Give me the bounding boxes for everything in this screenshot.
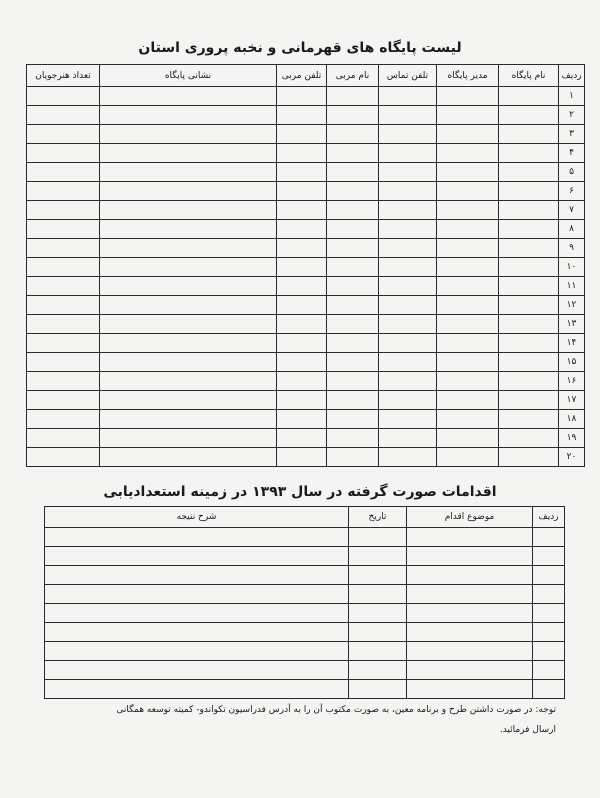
table-cell[interactable] <box>100 201 277 220</box>
table-cell[interactable] <box>379 239 437 258</box>
table-cell[interactable] <box>379 353 437 372</box>
table-cell[interactable] <box>533 642 565 661</box>
table-cell[interactable] <box>277 334 327 353</box>
table-cell[interactable] <box>277 391 327 410</box>
table-cell[interactable] <box>327 410 379 429</box>
table-cell[interactable] <box>499 391 559 410</box>
table-cell[interactable] <box>379 372 437 391</box>
table-cell[interactable] <box>437 315 499 334</box>
table2-title: اقدامات صورت گرفته در سال ۱۳۹۳ در زمینه استعدادیابی <box>103 484 497 500</box>
table-cell[interactable] <box>277 239 327 258</box>
table-cell[interactable] <box>379 277 437 296</box>
table-cell[interactable] <box>327 448 379 467</box>
table-cell[interactable] <box>407 661 533 680</box>
table-cell[interactable] <box>45 680 349 699</box>
table-cell[interactable] <box>327 258 379 277</box>
table-cell[interactable] <box>437 87 499 106</box>
table1-header: ردیف <box>559 65 585 87</box>
row-number: ۱۰ <box>559 258 585 277</box>
table-cell[interactable] <box>100 372 277 391</box>
table-cell[interactable] <box>349 680 407 699</box>
table-cell[interactable] <box>27 125 100 144</box>
table1-title: لیست پایگاه های قهرمانی و نخبه پروری استان <box>138 40 462 56</box>
table-cell[interactable] <box>379 258 437 277</box>
table-cell[interactable] <box>407 547 533 566</box>
row-number: ۱۹ <box>559 429 585 448</box>
table-row <box>27 239 585 258</box>
table-cell[interactable] <box>379 144 437 163</box>
table-cell[interactable] <box>407 623 533 642</box>
table-cell[interactable] <box>437 429 499 448</box>
table-cell[interactable] <box>533 604 565 623</box>
row-number: ۱۵ <box>559 353 585 372</box>
table-cell[interactable] <box>277 315 327 334</box>
table-cell[interactable] <box>100 258 277 277</box>
table-row <box>27 163 585 182</box>
table-cell[interactable] <box>27 391 100 410</box>
row-number: ۱۷ <box>559 391 585 410</box>
table-cell[interactable] <box>277 258 327 277</box>
table-cell[interactable] <box>407 604 533 623</box>
table-cell[interactable] <box>277 448 327 467</box>
table-cell[interactable] <box>437 334 499 353</box>
table-cell[interactable] <box>437 106 499 125</box>
table-cell[interactable] <box>45 642 349 661</box>
table-row <box>45 661 565 680</box>
table-cell[interactable] <box>499 429 559 448</box>
table-cell[interactable] <box>327 391 379 410</box>
table-cell[interactable] <box>349 547 407 566</box>
table-cell[interactable] <box>437 125 499 144</box>
table-cell[interactable] <box>45 604 349 623</box>
table-cell[interactable] <box>27 277 100 296</box>
table-cell[interactable] <box>327 334 379 353</box>
row-number: ۱۶ <box>559 372 585 391</box>
table-row <box>27 182 585 201</box>
table-cell[interactable] <box>100 277 277 296</box>
table-cell[interactable] <box>27 106 100 125</box>
table-cell[interactable] <box>379 410 437 429</box>
table-row <box>27 144 585 163</box>
table-row <box>45 547 565 566</box>
table-row <box>27 429 585 448</box>
table-cell[interactable] <box>327 106 379 125</box>
row-number: ۹ <box>559 239 585 258</box>
table-cell[interactable] <box>379 220 437 239</box>
table-cell[interactable] <box>379 106 437 125</box>
table-cell[interactable] <box>407 585 533 604</box>
table-cell[interactable] <box>327 182 379 201</box>
table-cell[interactable] <box>100 239 277 258</box>
table-cell[interactable] <box>437 410 499 429</box>
table-cell[interactable] <box>437 201 499 220</box>
table-row <box>27 125 585 144</box>
note-line-1: توجه: در صورت داشتن طرح و برنامه معین، به صورت مکتوب آن را به آدرس فدراسیون تکواندو- کمیته توسعه همگانی <box>116 705 556 715</box>
table-row <box>27 106 585 125</box>
table-cell[interactable] <box>437 372 499 391</box>
table2-header: تاریخ <box>349 507 407 528</box>
table-cell[interactable] <box>349 585 407 604</box>
table1-header: نشانی پایگاه <box>100 65 277 87</box>
table-cell[interactable] <box>437 258 499 277</box>
table-cell[interactable] <box>437 296 499 315</box>
table-cell[interactable] <box>499 296 559 315</box>
table-cell[interactable] <box>499 410 559 429</box>
table-cell[interactable] <box>327 353 379 372</box>
table-cell[interactable] <box>499 125 559 144</box>
table-cell[interactable] <box>379 163 437 182</box>
table-cell[interactable] <box>349 642 407 661</box>
table-cell[interactable] <box>277 87 327 106</box>
table-cell[interactable] <box>407 642 533 661</box>
table-cell[interactable] <box>100 296 277 315</box>
table2-header: ردیف <box>533 507 565 528</box>
table-row <box>27 258 585 277</box>
row-number: ۷ <box>559 201 585 220</box>
table-cell[interactable] <box>100 391 277 410</box>
table-cell[interactable] <box>100 448 277 467</box>
table-cell[interactable] <box>379 315 437 334</box>
table-row <box>27 277 585 296</box>
table-cell[interactable] <box>437 448 499 467</box>
table-row <box>27 410 585 429</box>
table-cell[interactable] <box>379 391 437 410</box>
table-cell[interactable] <box>499 372 559 391</box>
table-cell[interactable] <box>27 315 100 334</box>
table-cell[interactable] <box>407 680 533 699</box>
row-number: ۳ <box>559 125 585 144</box>
table-cell[interactable] <box>327 277 379 296</box>
table-cell[interactable] <box>379 182 437 201</box>
table-cell[interactable] <box>327 125 379 144</box>
table-cell[interactable] <box>277 182 327 201</box>
table-cell[interactable] <box>100 163 277 182</box>
table-cell[interactable] <box>100 125 277 144</box>
table-cell[interactable] <box>379 334 437 353</box>
table-cell[interactable] <box>45 661 349 680</box>
table-cell[interactable] <box>100 144 277 163</box>
row-number: ۱۲ <box>559 296 585 315</box>
table-cell[interactable] <box>100 87 277 106</box>
table-cell[interactable] <box>27 372 100 391</box>
table-cell[interactable] <box>27 220 100 239</box>
table-cell[interactable] <box>499 87 559 106</box>
table-cell[interactable] <box>45 528 349 547</box>
table-cell[interactable] <box>277 296 327 315</box>
table-row <box>27 372 585 391</box>
table-cell[interactable] <box>499 144 559 163</box>
table-cell[interactable] <box>277 410 327 429</box>
table-cell[interactable] <box>100 182 277 201</box>
note-text <box>36 700 556 740</box>
table-cell[interactable] <box>533 528 565 547</box>
table1-header: نام مربی <box>327 65 379 87</box>
table-cell[interactable] <box>533 680 565 699</box>
table-cell[interactable] <box>437 163 499 182</box>
table-row <box>27 334 585 353</box>
row-number: ۲ <box>559 106 585 125</box>
table-cell[interactable] <box>379 296 437 315</box>
table-row <box>45 680 565 699</box>
row-number: ۱۸ <box>559 410 585 429</box>
table-cell[interactable] <box>327 372 379 391</box>
row-number: ۶ <box>559 182 585 201</box>
table-cell[interactable] <box>499 334 559 353</box>
table-row <box>45 642 565 661</box>
table2-header: شرح نتیجه <box>45 507 349 528</box>
table1-header: تعداد هنرجویان <box>27 65 100 87</box>
row-number: ۴ <box>559 144 585 163</box>
table-cell[interactable] <box>533 566 565 585</box>
table-cell[interactable] <box>100 220 277 239</box>
table-cell[interactable] <box>499 163 559 182</box>
table-cell[interactable] <box>349 661 407 680</box>
table-cell[interactable] <box>349 566 407 585</box>
table-cell[interactable] <box>327 429 379 448</box>
table-cell[interactable] <box>437 353 499 372</box>
table-cell[interactable] <box>437 182 499 201</box>
table-cell[interactable] <box>45 547 349 566</box>
table-cell[interactable] <box>100 106 277 125</box>
table-row <box>45 623 565 642</box>
table-cell[interactable] <box>277 106 327 125</box>
table-cell[interactable] <box>277 125 327 144</box>
table-cell[interactable] <box>349 528 407 547</box>
table-cell[interactable] <box>277 372 327 391</box>
table-row <box>27 220 585 239</box>
row-number: ۱۳ <box>559 315 585 334</box>
table-cell[interactable] <box>379 201 437 220</box>
table-cell[interactable] <box>27 429 100 448</box>
table-cell[interactable] <box>499 315 559 334</box>
row-number: ۲۰ <box>559 448 585 467</box>
table-cell[interactable] <box>499 201 559 220</box>
table-row <box>27 296 585 315</box>
row-number: ۸ <box>559 220 585 239</box>
table-cell[interactable] <box>100 334 277 353</box>
table-cell[interactable] <box>533 623 565 642</box>
table-cell[interactable] <box>27 410 100 429</box>
table-cell[interactable] <box>379 448 437 467</box>
row-number: ۱ <box>559 87 585 106</box>
table-row <box>45 566 565 585</box>
table-cell[interactable] <box>437 391 499 410</box>
table-cell[interactable] <box>437 144 499 163</box>
table-cell[interactable] <box>277 277 327 296</box>
table1-header: نام پایگاه <box>499 65 559 87</box>
table-cell[interactable] <box>327 144 379 163</box>
table-cell[interactable] <box>407 566 533 585</box>
table-row <box>45 604 565 623</box>
table-row <box>27 87 585 106</box>
table-cell[interactable] <box>27 239 100 258</box>
table-cell[interactable] <box>27 201 100 220</box>
table-cell[interactable] <box>499 353 559 372</box>
table-cell[interactable] <box>327 201 379 220</box>
table-cell[interactable] <box>27 296 100 315</box>
table-cell[interactable] <box>327 315 379 334</box>
note-line-2: ارسال فرمائید. <box>499 725 556 735</box>
table1-header: تلفن تماس <box>379 65 437 87</box>
table-cell[interactable] <box>327 296 379 315</box>
table-row <box>45 585 565 604</box>
table-cell[interactable] <box>277 201 327 220</box>
table-row <box>27 391 585 410</box>
table-cell[interactable] <box>45 566 349 585</box>
table-cell[interactable] <box>499 182 559 201</box>
row-number: ۵ <box>559 163 585 182</box>
table-cell[interactable] <box>327 163 379 182</box>
table-cell[interactable] <box>379 87 437 106</box>
table-cell[interactable] <box>327 87 379 106</box>
table-cell[interactable] <box>327 239 379 258</box>
table-row <box>27 201 585 220</box>
table-cell[interactable] <box>407 528 533 547</box>
table-cell[interactable] <box>45 585 349 604</box>
table-cell[interactable] <box>379 429 437 448</box>
table-cell[interactable] <box>27 182 100 201</box>
table-cell[interactable] <box>499 448 559 467</box>
table-cell[interactable] <box>499 220 559 239</box>
table-cell[interactable] <box>45 623 349 642</box>
actions-table <box>44 506 565 699</box>
table-cell[interactable] <box>437 239 499 258</box>
table-cell[interactable] <box>437 220 499 239</box>
table-cell[interactable] <box>437 277 499 296</box>
table-cell[interactable] <box>499 239 559 258</box>
table2-header: موضوع اقدام <box>407 507 533 528</box>
table-cell[interactable] <box>27 258 100 277</box>
table-cell[interactable] <box>27 144 100 163</box>
table-cell[interactable] <box>277 429 327 448</box>
table-cell[interactable] <box>379 125 437 144</box>
table-row <box>27 353 585 372</box>
table-cell[interactable] <box>327 220 379 239</box>
table-cell[interactable] <box>100 315 277 334</box>
table-cell[interactable] <box>499 106 559 125</box>
table-row <box>45 528 565 547</box>
table-cell[interactable] <box>349 604 407 623</box>
table-cell[interactable] <box>349 623 407 642</box>
table-cell[interactable] <box>27 448 100 467</box>
table-cell[interactable] <box>533 661 565 680</box>
table-cell[interactable] <box>27 163 100 182</box>
table-row <box>27 315 585 334</box>
table-cell[interactable] <box>27 87 100 106</box>
table-cell[interactable] <box>100 429 277 448</box>
table-cell[interactable] <box>499 258 559 277</box>
table-row <box>27 448 585 467</box>
table-cell[interactable] <box>277 353 327 372</box>
table-cell[interactable] <box>277 144 327 163</box>
table1-header: مدیر پایگاه <box>437 65 499 87</box>
table-cell[interactable] <box>533 547 565 566</box>
table-cell[interactable] <box>277 163 327 182</box>
bases-table <box>26 64 585 467</box>
table-cell[interactable] <box>277 220 327 239</box>
table-cell[interactable] <box>100 353 277 372</box>
table-cell[interactable] <box>100 410 277 429</box>
table-cell[interactable] <box>27 353 100 372</box>
table-cell[interactable] <box>533 585 565 604</box>
table-cell[interactable] <box>499 277 559 296</box>
table1-header: تلفن مربی <box>277 65 327 87</box>
table-cell[interactable] <box>27 334 100 353</box>
row-number: ۱۱ <box>559 277 585 296</box>
row-number: ۱۴ <box>559 334 585 353</box>
